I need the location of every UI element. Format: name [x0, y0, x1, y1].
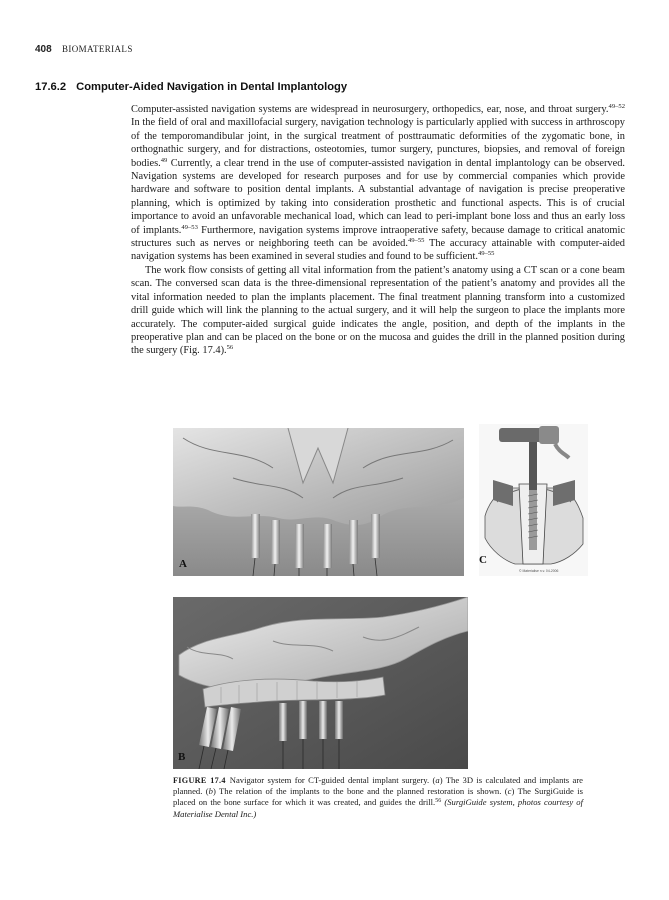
materialise-watermark: © Materialise n.v. 04-2006 — [519, 569, 559, 573]
reference-superscript: 49–55 — [407, 237, 425, 245]
caption-panel-ref: c — [507, 786, 512, 797]
text-run: Currently, a clear trend in the use of computer-assisted navigation in dental implantology can be observed. Navigation systems are developed for research purposes and for use by commercial companies which provide hardware and software to position dental implants. A substantial advantage of navigation is precise preoperative planning, which is optimized by taking into consideration prosthetic and functional aspects. This is of crucial importance to avoid an unfavorable mechanical load, which can lead to peri-implant bone loss and thus an early loss of implants. — [131, 157, 625, 236]
caption-text: ) The 3D is calculated and implants are planned. ( — [173, 775, 583, 797]
section-title: Computer-Aided Navigation in Dental Implantology — [76, 81, 348, 93]
caption-text: ) The SurgiGuide is placed on the bone surface for which it was created, and guides the drill. — [173, 786, 583, 808]
panel-a-letter: A — [179, 558, 187, 570]
section-number: 17.6.2 — [35, 81, 67, 93]
figure-panel-a-3d-reconstruction — [173, 428, 464, 576]
surgiguide-illustration-image — [479, 424, 588, 576]
caption-credit: (SurgiGuide system, photos courtesy of Materialise Dental Inc.) — [173, 797, 583, 819]
reference-superscript: 49 — [160, 156, 168, 164]
figure-caption — [173, 775, 583, 820]
running-head — [35, 44, 133, 55]
section-heading — [35, 81, 347, 93]
figure-label: FIGURE 17.4 — [173, 776, 226, 785]
page-number: 408 — [35, 44, 52, 55]
caption-text: ) The relation of the implants to the bone and the planned restoration is shown. ( — [212, 786, 508, 797]
running-title: BIOMATERIALS — [61, 44, 133, 54]
text-run: In the field of oral and maxillofacial surgery, navigation technology is particularly applied with success in arthroscopy of the temporomandibular joint, in the surgical treatment of posttraumatic deformities of the zygomatic bone, in orthognathic surgery, and for distractions, osteotomies, tumor surgery, punctures, biopsies, and removal of foreign bodies. — [131, 117, 625, 169]
bone-restoration-render-image — [173, 597, 468, 769]
reference-superscript: 56 — [435, 798, 442, 805]
panel-c-letter: C — [479, 554, 487, 566]
paragraph-1 — [131, 103, 625, 264]
figure-panel-c-surgiguide — [479, 424, 588, 576]
text-run: Furthermore, navigation systems improve intraoperative safety, because damage to critical anatomic structures such as nerves or neighboring teeth can be avoided. — [131, 224, 625, 250]
text-run: The accuracy attainable with computer-aided navigation systems has been examined in several studies and found to be sufficient. — [131, 238, 626, 263]
caption-panel-ref: a — [435, 775, 440, 785]
body-text — [131, 103, 625, 358]
panel-b-letter: B — [178, 751, 186, 763]
reference-superscript: 49–55 — [477, 250, 495, 258]
reference-superscript: 49–52 — [608, 103, 625, 110]
reference-superscript: 56 — [226, 344, 234, 352]
caption-panel-ref: b — [208, 786, 213, 797]
reference-superscript: 49–53 — [181, 223, 198, 231]
text-run: The work flow consists of getting all vital information from the patient’s anatomy using a CT scan or a cone beam scan. The conversed scan data is the three-dimensional representation of the patient’s anatomy and provides all the vital information needed to plan the implants placement. The final treatment planning transform into a customized drill guide which will link the planning to the actual surgery, and it will help the surgeon to place the implants more accurately. The computer-aided surgical guide indicates the angle, position, and depth of the implants in the preoperative plan and can be placed on the bone or on the mucosa and guides the drill in the planned position during the surgery (Fig. 17.4). — [131, 264, 625, 357]
skull-implant-render-image — [173, 428, 464, 576]
text-run: Computer-assisted navigation systems are widespread in neurosurgery, orthopedics, ear, nose, and throat surgery. — [131, 104, 609, 115]
figure-panel-b-bone-restoration — [173, 597, 468, 769]
paragraph-2 — [131, 264, 625, 358]
caption-text: Navigator system for CT-guided dental implant surgery. ( — [229, 775, 436, 785]
